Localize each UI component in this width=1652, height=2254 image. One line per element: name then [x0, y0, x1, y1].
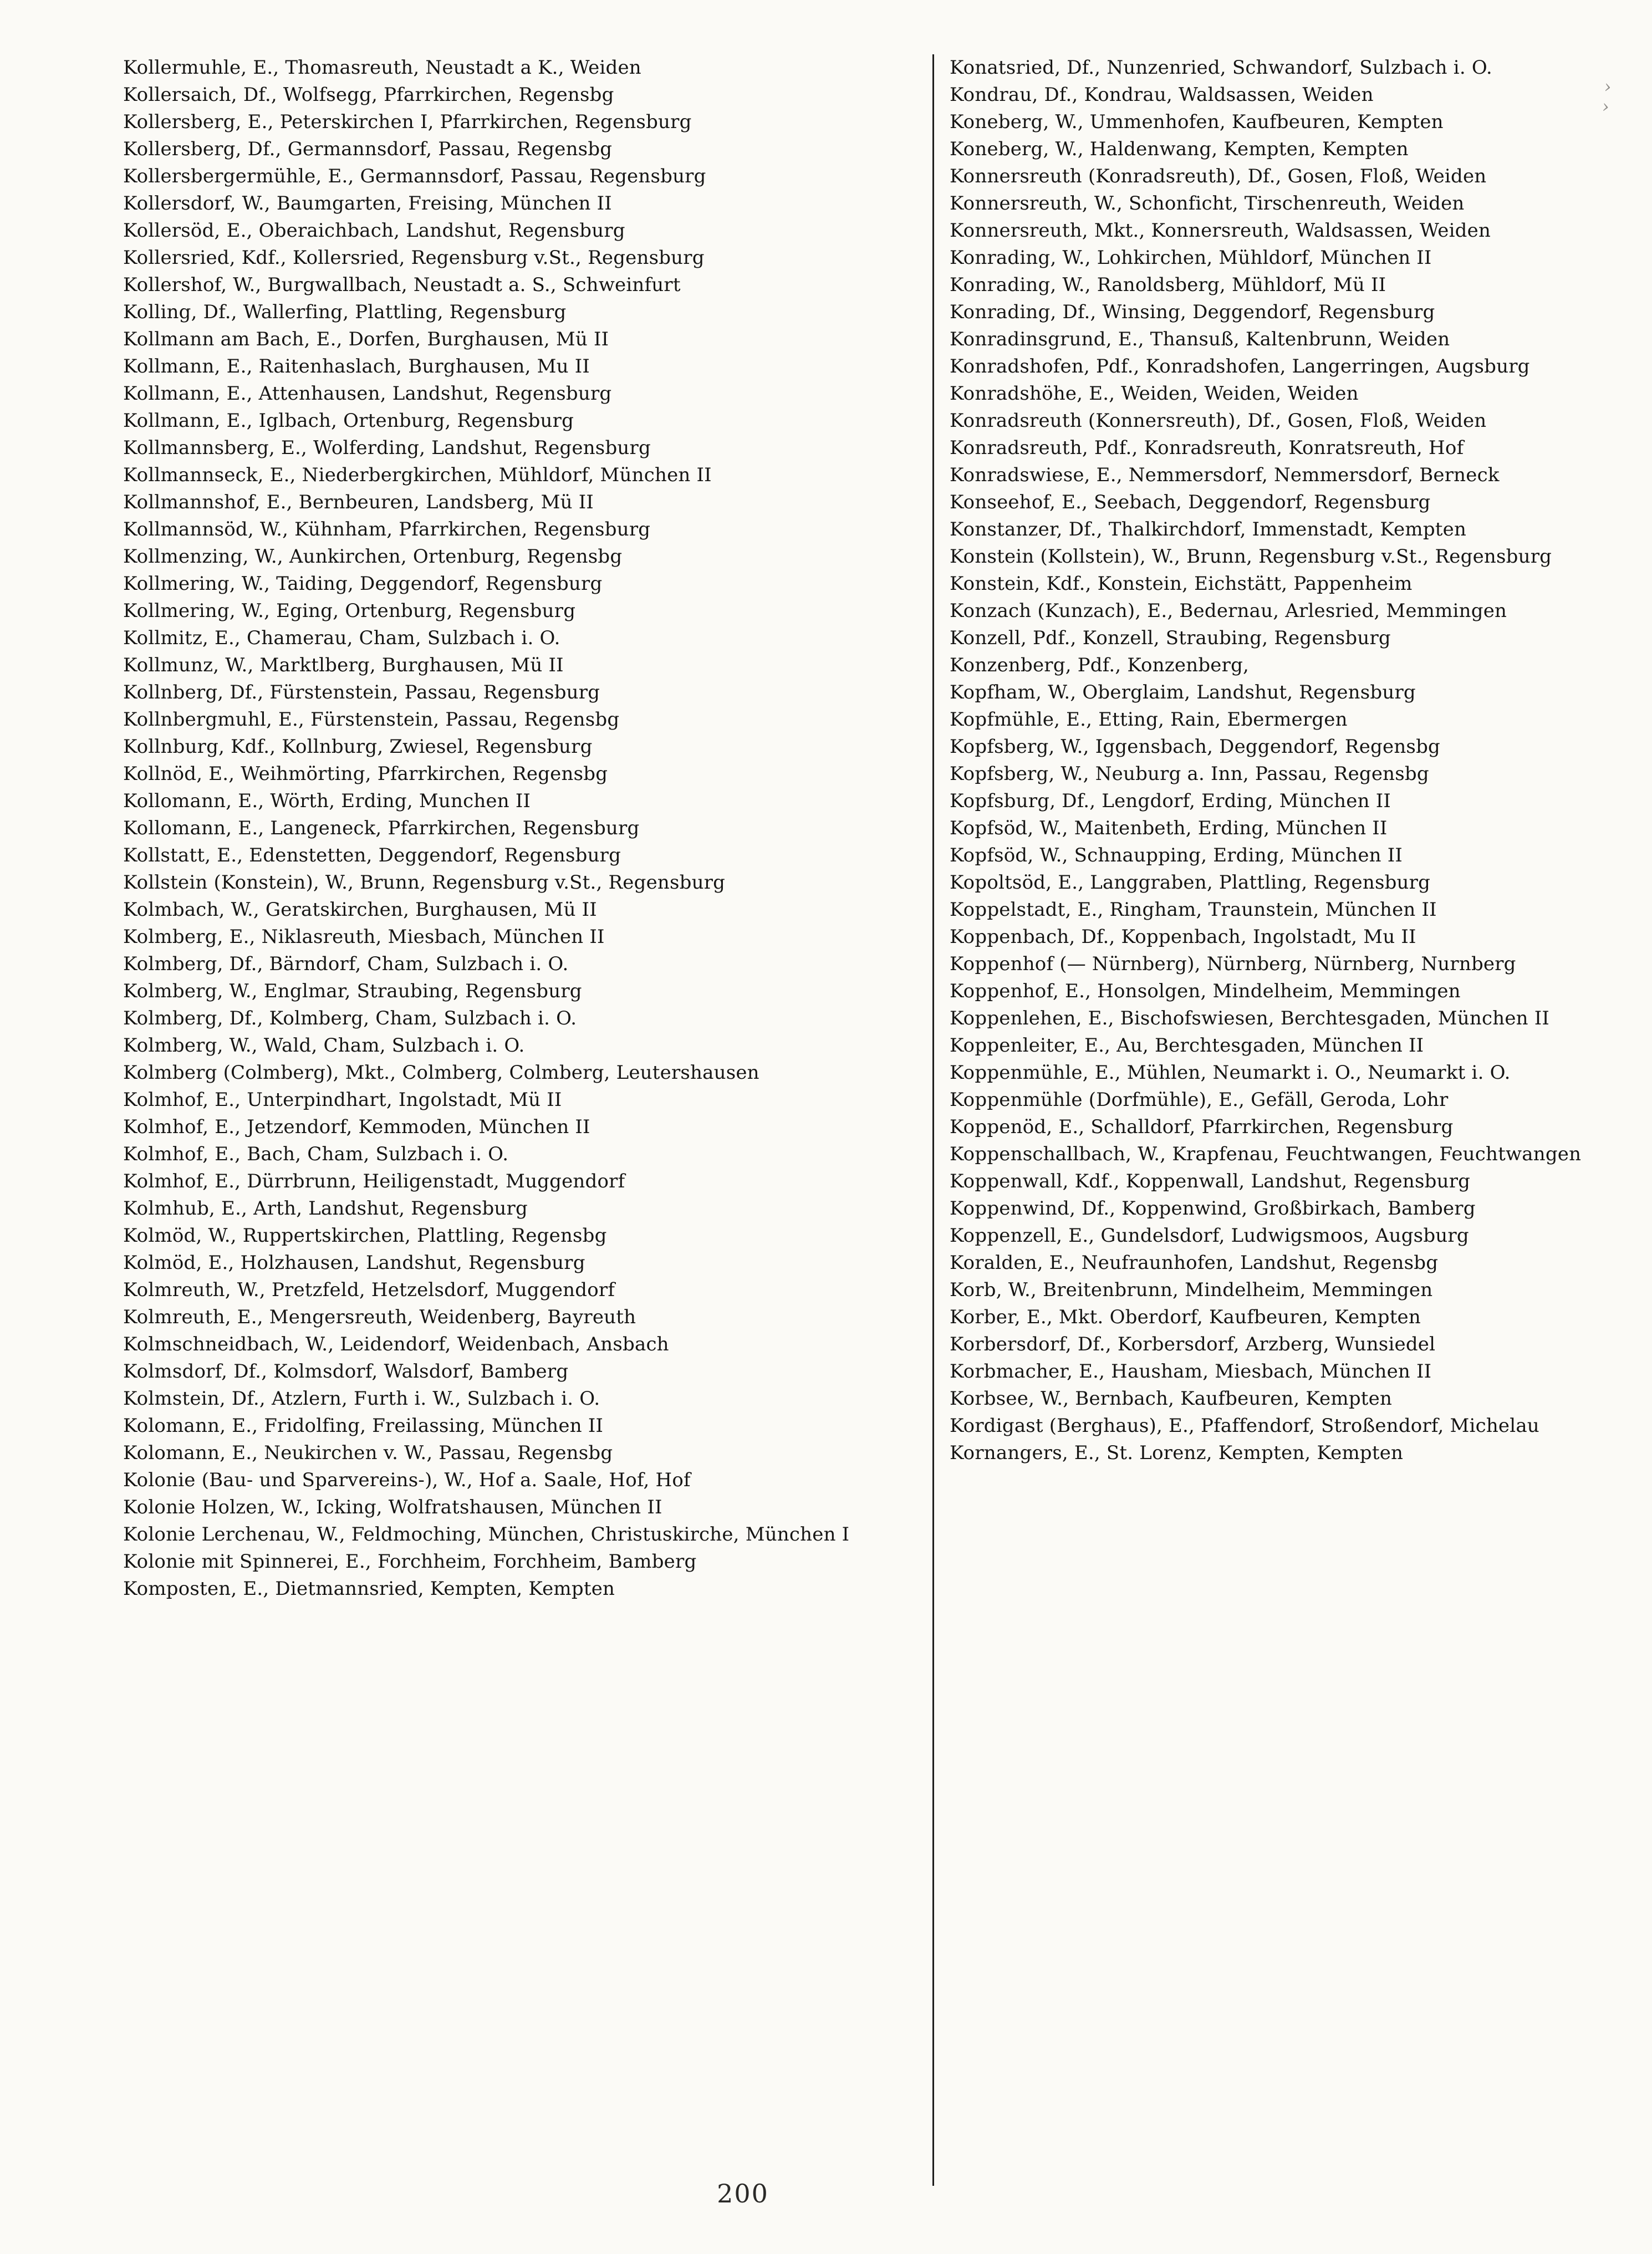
directory-entry: Konradshofen, Pdf., Konradshofen, Langerringen, Augsburg	[950, 355, 1530, 378]
directory-entry: Konradsreuth (Konnersreuth), Df., Gosen, Floß, Weiden	[950, 410, 1487, 432]
directory-entry: Kollnburg, Kdf., Kollnburg, Zwiesel, Regensburg	[123, 736, 593, 758]
directory-entry: Kollersdorf, W., Baumgarten, Freising, München II	[123, 192, 612, 215]
directory-entry: Kolonie (Bau- und Sparvereins-), W., Hof a. Saale, Hof, Hof	[123, 1469, 691, 1491]
directory-entry: Kollmann, E., Iglbach, Ortenburg, Regensburg	[123, 410, 574, 432]
directory-entry: Konzach (Kunzach), E., Bedernau, Arlesried, Memmingen	[950, 600, 1507, 622]
directory-entry: Koppenlehen, E., Bischofswiesen, Berchtesgaden, München II	[950, 1007, 1550, 1029]
directory-entry: Kopfmühle, E., Etting, Rain, Ebermergen	[950, 708, 1348, 731]
directory-entry: Kolmhof, E., Unterpindhart, Ingolstadt, Mü II	[123, 1089, 562, 1111]
directory-entry: Kollstein (Konstein), W., Brunn, Regensburg v.St., Regensburg	[123, 871, 726, 894]
directory-entry: Kollermuhle, E., Thomasreuth, Neustadt a K., Weiden	[123, 57, 641, 79]
directory-entry: Kopfsöd, W., Schnaupping, Erding, München II	[950, 844, 1403, 866]
directory-entry: Kollstatt, E., Edenstetten, Deggendorf, Regensburg	[123, 844, 621, 866]
directory-entry: Kollersöd, E., Oberaichbach, Landshut, Regensburg	[123, 220, 625, 242]
margin-pen-marks	[1601, 77, 1612, 117]
directory-entry: Kolomann, E., Neukirchen v. W., Passau, Regensbg	[123, 1442, 613, 1464]
directory-entry: Koppenleiter, E., Au, Berchtesgaden, München II	[950, 1034, 1424, 1057]
directory-entry: Kollersaich, Df., Wolfsegg, Pfarrkirchen, Regensbg	[123, 84, 614, 106]
directory-entry: Koppenhof (— Nürnberg), Nürnberg, Nürnberg, Nurnberg	[950, 953, 1516, 975]
directory-entry: Korbersdorf, Df., Korbersdorf, Arzberg, Wunsiedel	[950, 1333, 1436, 1355]
directory-entry: Kollersberg, Df., Germannsdorf, Passau, Regensbg	[123, 138, 613, 160]
directory-entry: Kollnberg, Df., Fürstenstein, Passau, Regensburg	[123, 681, 600, 703]
directory-entry: Koppenwall, Kdf., Koppenwall, Landshut, Regensburg	[950, 1170, 1471, 1192]
directory-entry: Kolonie Lerchenau, W., Feldmoching, München, Christuskirche, München I	[123, 1523, 850, 1546]
directory-entry: Kolmöd, E., Holzhausen, Landshut, Regensburg	[123, 1252, 585, 1274]
directory-entry: Koralden, E., Neufraunhofen, Landshut, Regensbg	[950, 1252, 1439, 1274]
directory-entry: Konradswiese, E., Nemmersdorf, Nemmersdorf, Berneck	[950, 464, 1500, 486]
directory-entry: Kolomann, E., Fridolfing, Freilassing, München II	[123, 1415, 604, 1437]
directory-entry: Kollmering, W., Taiding, Deggendorf, Regensburg	[123, 573, 603, 595]
directory-entry: Koppenbach, Df., Koppenbach, Ingolstadt, Mu II	[950, 926, 1416, 948]
directory-entry: Kollershof, W., Burgwallbach, Neustadt a. S., Schweinfurt	[123, 274, 681, 296]
directory-entry: Konradshöhe, E., Weiden, Weiden, Weiden	[950, 383, 1359, 405]
directory-entry: Kollmannshof, E., Bernbeuren, Landsberg, Mü II	[123, 491, 594, 513]
directory-columns	[123, 54, 1598, 2186]
directory-entry: Kolmsdorf, Df., Kolmsdorf, Walsdorf, Bamberg	[123, 1360, 569, 1383]
directory-entry: Konatsried, Df., Nunzenried, Schwandorf, Sulzbach i. O.	[950, 57, 1492, 79]
directory-entry: Kollmannsöd, W., Kühnham, Pfarrkirchen, Regensburg	[123, 518, 651, 540]
directory-entry: Koppenwind, Df., Koppenwind, Großbirkach, Bamberg	[950, 1197, 1476, 1220]
directory-entry: Koppenzell, E., Gundelsdorf, Ludwigsmoos, Augsburg	[950, 1225, 1469, 1247]
directory-entry: Kolmberg, E., Niklasreuth, Miesbach, München II	[123, 926, 605, 948]
directory-entry: Konnersreuth, Mkt., Konnersreuth, Waldsassen, Weiden	[950, 220, 1491, 242]
directory-entry: Konnersreuth (Konradsreuth), Df., Gosen, Floß, Weiden	[950, 165, 1487, 187]
pen-mark: ›	[1603, 75, 1613, 98]
directory-entry: Kopoltsöd, E., Langgraben, Plattling, Regensburg	[950, 871, 1431, 894]
directory-entry: Kolmhub, E., Arth, Landshut, Regensburg	[123, 1197, 528, 1220]
directory-entry: Konseehof, E., Seebach, Deggendorf, Regensburg	[950, 491, 1431, 513]
right-column	[932, 54, 1598, 2186]
directory-entry: Korb, W., Breitenbrunn, Mindelheim, Memmingen	[950, 1279, 1433, 1301]
directory-entry: Konrading, Df., Winsing, Deggendorf, Regensburg	[950, 301, 1435, 323]
directory-entry: Kollmenzing, W., Aunkirchen, Ortenburg, Regensbg	[123, 545, 623, 568]
directory-entry: Kolling, Df., Wallerfing, Plattling, Regensburg	[123, 301, 567, 323]
directory-entry: Kolmhof, E., Bach, Cham, Sulzbach i. O.	[123, 1143, 509, 1165]
directory-entry: Kopfsberg, W., Iggensbach, Deggendorf, Regensbg	[950, 736, 1440, 758]
directory-entry: Konrading, W., Lohkirchen, Mühldorf, München II	[950, 247, 1432, 269]
directory-entry: Koppenmühle, E., Mühlen, Neumarkt i. O., Neumarkt i. O.	[950, 1062, 1511, 1084]
directory-entry: Kopfham, W., Oberglaim, Landshut, Regensburg	[950, 681, 1416, 703]
directory-entry: Kollmann, E., Raitenhaslach, Burghausen, Mu II	[123, 355, 590, 378]
directory-entry: Konradinsgrund, E., Thansuß, Kaltenbrunn, Weiden	[950, 328, 1450, 350]
directory-entry: Kordigast (Berghaus), E., Pfaffendorf, Stroßendorf, Michelau	[950, 1415, 1539, 1437]
directory-entry: Komposten, E., Dietmannsried, Kempten, Kempten	[123, 1578, 615, 1600]
directory-entry: Kolmstein, Df., Atzlern, Furth i. W., Sulzbach i. O.	[123, 1388, 600, 1410]
directory-entry: Kolonie mit Spinnerei, E., Forchheim, Forchheim, Bamberg	[123, 1551, 697, 1573]
directory-entry: Kopfsburg, Df., Lengdorf, Erding, München II	[950, 790, 1391, 812]
directory-entry: Kollomann, E., Langeneck, Pfarrkirchen, Regensburg	[123, 817, 640, 839]
directory-entry: Kolmhof, E., Dürrbrunn, Heiligenstadt, Muggendorf	[123, 1170, 625, 1192]
directory-entry: Konzenberg, Pdf., Konzenberg,	[950, 654, 1250, 676]
directory-entry: Kollmitz, E., Chamerau, Cham, Sulzbach i. O.	[123, 627, 560, 649]
directory-entry: Kolmschneidbach, W., Leidendorf, Weidenbach, Ansbach	[123, 1333, 669, 1355]
directory-entry: Kolmhof, E., Jetzendorf, Kemmoden, München II	[123, 1116, 590, 1138]
directory-entry: Konstein (Kollstein), W., Brunn, Regensburg v.St., Regensburg	[950, 545, 1552, 568]
directory-entry: Kolmberg, Df., Kolmberg, Cham, Sulzbach i. O.	[123, 1007, 577, 1029]
directory-entry: Koppelstadt, E., Ringham, Traunstein, München II	[950, 899, 1437, 921]
directory-entry: Kollmann, E., Attenhausen, Landshut, Regensburg	[123, 383, 612, 405]
directory-entry: Kolmreuth, W., Pretzfeld, Hetzelsdorf, Muggendorf	[123, 1279, 615, 1301]
directory-entry: Kolmreuth, E., Mengersreuth, Weidenberg, Bayreuth	[123, 1306, 636, 1328]
pen-mark: ›	[1601, 95, 1610, 118]
directory-entry: Korbmacher, E., Hausham, Miesbach, München II	[950, 1360, 1432, 1383]
directory-entry: Koppenmühle (Dorfmühle), E., Gefäll, Geroda, Lohr	[950, 1089, 1449, 1111]
page-number: 200	[717, 2179, 769, 2209]
directory-entry: Kolmöd, W., Ruppertskirchen, Plattling, Regensbg	[123, 1225, 607, 1247]
directory-entry: Kolmbach, W., Geratskirchen, Burghausen, Mü II	[123, 899, 597, 921]
directory-entry: Koppenöd, E., Schalldorf, Pfarrkirchen, Regensburg	[950, 1116, 1454, 1138]
directory-entry: Kollersberg, E., Peterskirchen I, Pfarrkirchen, Regensburg	[123, 111, 692, 133]
directory-entry: Konstanzer, Df., Thalkirchdorf, Immenstadt, Kempten	[950, 518, 1467, 540]
directory-entry: Korbsee, W., Bernbach, Kaufbeuren, Kempten	[950, 1388, 1393, 1410]
directory-entry: Kolmberg (Colmberg), Mkt., Colmberg, Colmberg, Leutershausen	[123, 1062, 759, 1084]
directory-entry: Koppenhof, E., Honsolgen, Mindelheim, Memmingen	[950, 980, 1461, 1002]
directory-entry: Kollomann, E., Wörth, Erding, Munchen II	[123, 790, 531, 812]
directory-entry: Kollnbergmuhl, E., Fürstenstein, Passau, Regensbg	[123, 708, 620, 731]
directory-entry: Kollmunz, W., Marktlberg, Burghausen, Mü II	[123, 654, 564, 676]
directory-entry: Kollmann am Bach, E., Dorfen, Burghausen, Mü II	[123, 328, 609, 350]
directory-entry: Konstein, Kdf., Konstein, Eichstätt, Pappenheim	[950, 573, 1413, 595]
directory-entry: Koneberg, W., Haldenwang, Kempten, Kempten	[950, 138, 1409, 160]
directory-entry: Kollnöd, E., Weihmörting, Pfarrkirchen, Regensbg	[123, 763, 608, 785]
directory-entry: Kolonie Holzen, W., Icking, Wolfratshausen, München II	[123, 1496, 662, 1518]
directory-entry: Kolmberg, Df., Bärndorf, Cham, Sulzbach i. O.	[123, 953, 569, 975]
directory-entry: Koppenschallbach, W., Krapfenau, Feuchtwangen, Feuchtwangen	[950, 1143, 1582, 1165]
directory-entry: Konzell, Pdf., Konzell, Straubing, Regensburg	[950, 627, 1391, 649]
directory-entry: Konrading, W., Ranoldsberg, Mühldorf, Mü II	[950, 274, 1386, 296]
directory-entry: Kopfsberg, W., Neuburg a. Inn, Passau, Regensbg	[950, 763, 1429, 785]
directory-entry: Konradsreuth, Pdf., Konradsreuth, Konratsreuth, Hof	[950, 437, 1464, 459]
directory-entry: Kollmannsberg, E., Wolferding, Landshut, Regensburg	[123, 437, 651, 459]
directory-entry: Kolmberg, W., Englmar, Straubing, Regensburg	[123, 980, 582, 1002]
directory-entry: Korber, E., Mkt. Oberdorf, Kaufbeuren, Kempten	[950, 1306, 1421, 1328]
directory-entry: Kollmannseck, E., Niederbergkirchen, Mühldorf, München II	[123, 464, 712, 486]
directory-entry: Koneberg, W., Ummenhofen, Kaufbeuren, Kempten	[950, 111, 1444, 133]
directory-entry: Kolmberg, W., Wald, Cham, Sulzbach i. O.	[123, 1034, 525, 1057]
directory-entry: Kollmering, W., Eging, Ortenburg, Regensburg	[123, 600, 576, 622]
directory-entry: Kollersbergermühle, E., Germannsdorf, Passau, Regensburg	[123, 165, 706, 187]
directory-entry: Konnersreuth, W., Schonficht, Tirschenreuth, Weiden	[950, 192, 1465, 215]
left-column	[123, 54, 932, 2186]
directory-entry: Kopfsöd, W., Maitenbeth, Erding, München II	[950, 817, 1388, 839]
directory-entry: Kondrau, Df., Kondrau, Waldsassen, Weiden	[950, 84, 1374, 106]
directory-entry: Kollersried, Kdf., Kollersried, Regensburg v.St., Regensburg	[123, 247, 705, 269]
directory-entry: Kornangers, E., St. Lorenz, Kempten, Kempten	[950, 1442, 1404, 1464]
